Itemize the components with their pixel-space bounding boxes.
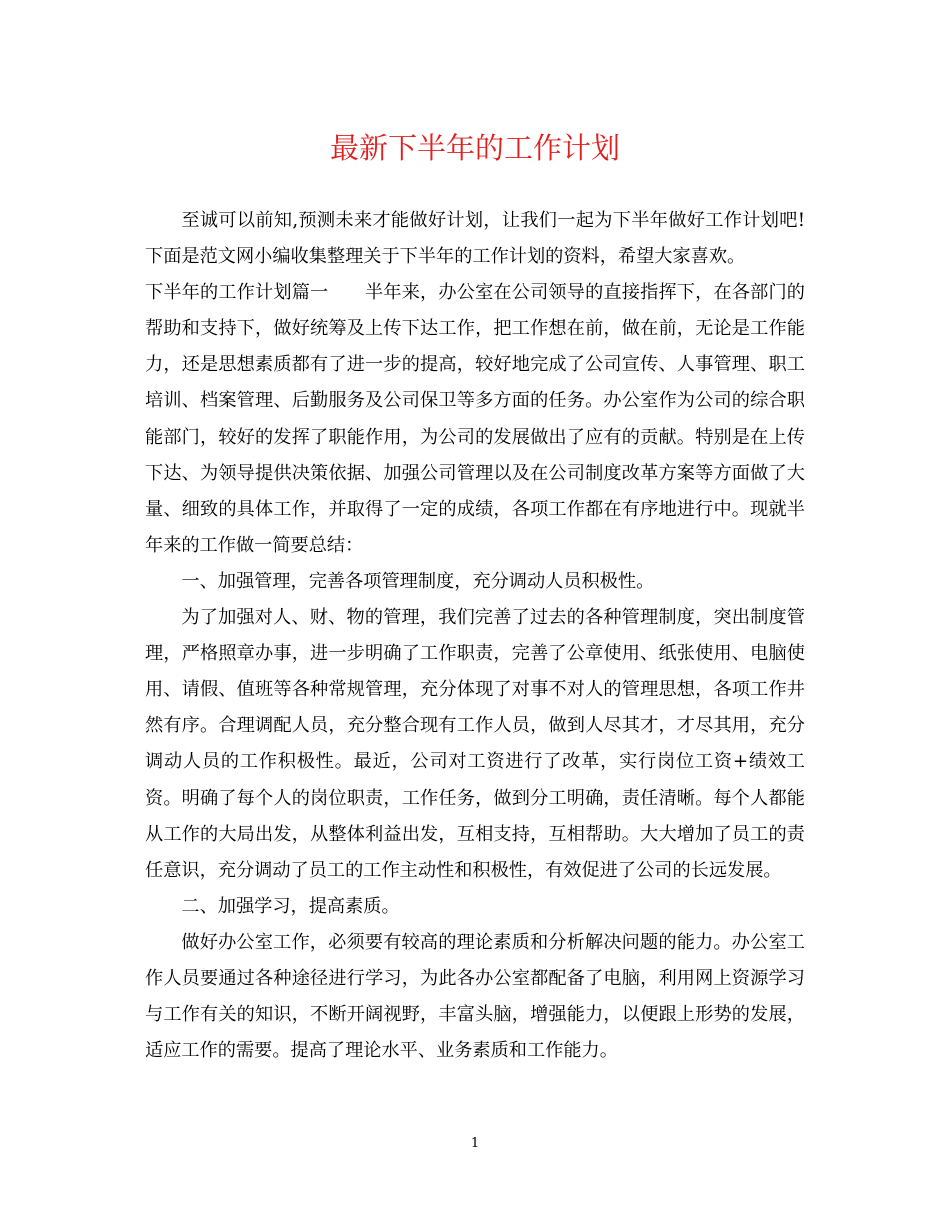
page-number: 1 [470,1136,480,1151]
paragraph-intro: 至诚可以前知,预测未来才能做好计划，让我们一起为下半年做好工作计划吧!下面是范文网小编收集整理关于下半年的工作计划的资料，希望大家喜欢。 [145,210,805,268]
paragraph-plan-one: 下半年的工作计划篇一 半年来，办公室在公司领导的直接指挥下，在各部门的帮助和支持下，做好统筹及上传下达工作，把工作想在前，做在前，无论是工作能力，还是思想素质都有了进一步的提高，较好地完成了公司宣传、人事管理、职工培训、档案管理、后勤服务及公司保卫等多方面的任务。办公室作为公司的综合职能部门，较好的发挥了职能作用，为公司的发展做出了应有的贡献。特别是在上传下达、为领导提供决策依据、加强公司管理以及在公司制度改革方案等方面做了大量、细致的具体工作，并取得了一定的成绩，各项工作都在有序地进行中。现就半年来的工作做一简要总结： [145,282,805,556]
paragraph-study: 做好办公室工作，必须要有较高的理论素质和分析解决问题的能力。办公室工作人员要通过各种途径进行学习，为此各办公室都配备了电脑，利用网上资源学习与工作有关的知识，不断开阔视野，丰富头脑，增强能力，以便跟上形势的发展，适应工作的需要。提高了理论水平、业务素质和工作能力。 [145,931,805,1062]
document-body [145,203,805,1069]
document-title: 最新下半年的工作计划 [329,131,620,165]
paragraph-management: 为了加强对人、财、物的管理，我们完善了过去的各种管理制度，突出制度管理，严格照章办事，进一步明确了工作职责，完善了公章使用、纸张使用、电脑使用、请假、值班等各种常规管理，充分体现了对事不对人的管理思想，各项工作井然有序。合理调配人员，充分整合现有工作人员，做到人尽其才，才尽其用，充分调动人员的工作积极性。最近，公司对工资进行了改革，实行岗位工资+绩效工资。明确了每个人的岗位职责，工作任务，做到分工明确，责任清晰。每个人都能从工作的大局出发，从整体利益出发，互相支持，互相帮助。大大增加了员工的责任意识，充分调动了员工的工作主动性和积极性，有效促进了公司的长远发展。 [145,607,805,881]
section-heading-management: 一、加强管理，完善各项管理制度，充分调动人员积极性。 [181,570,655,592]
section-heading-study: 二、加强学习，提高素质。 [181,895,400,917]
